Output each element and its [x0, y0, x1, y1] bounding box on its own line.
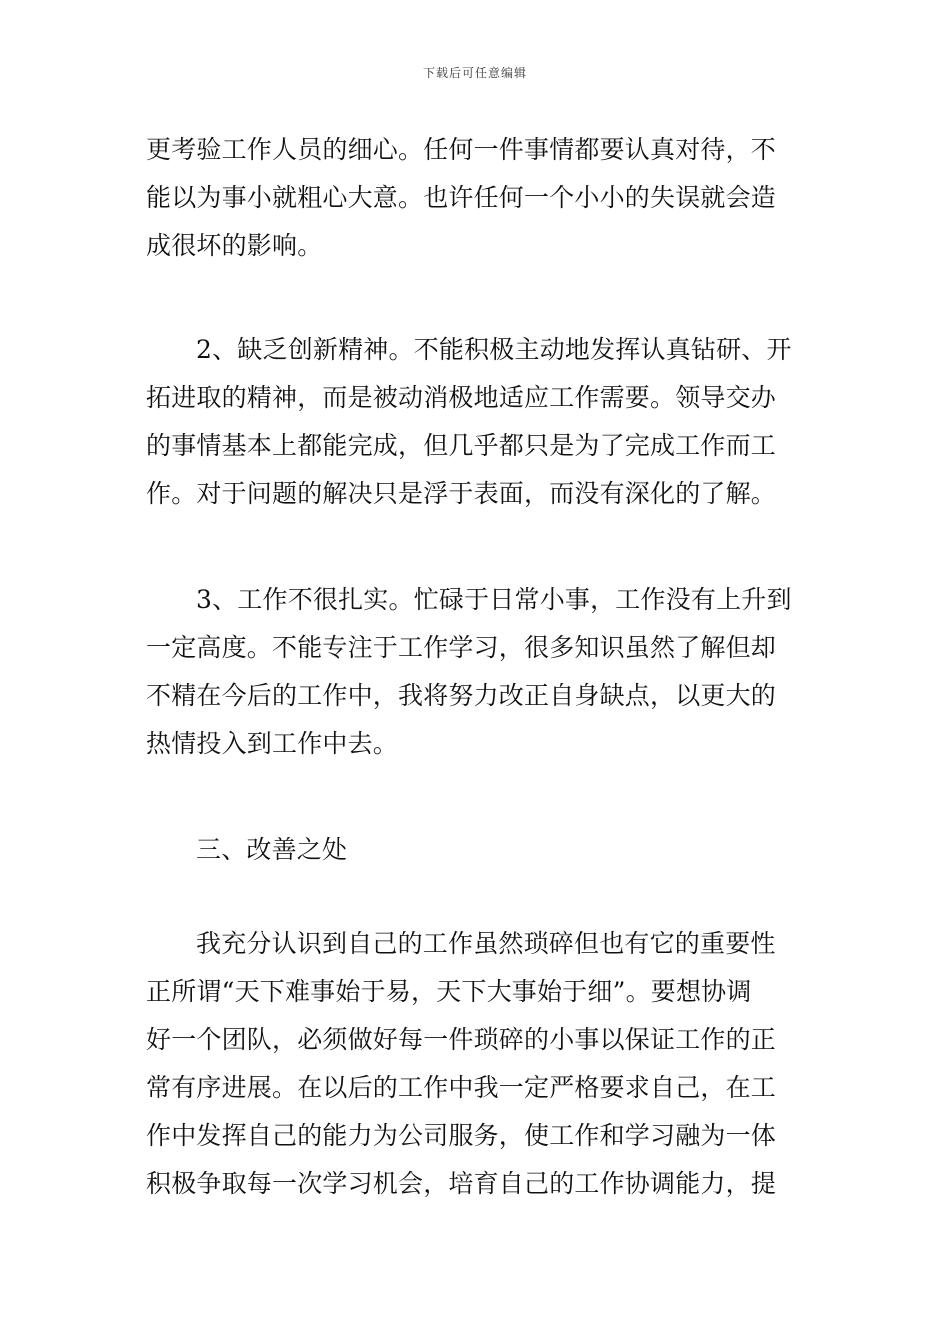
paragraph-item-2: [146, 326, 808, 518]
text-line: 常有序进展。在以后的工作中我一定严格要求自己，在工: [146, 1073, 777, 1102]
text-line: 热情投入到工作中去。: [146, 729, 399, 758]
section-heading: [146, 826, 808, 874]
text-line: 更考验工作人员的细心。任何一件事情都要认真对待，不: [146, 135, 777, 164]
heading-text: 三、改善之处: [196, 835, 348, 864]
paragraph-improvement: [146, 920, 808, 1208]
text-line: 不精在今后的工作中，我将努力改正自身缺点，以更大的: [146, 681, 777, 710]
text-line: 成很坏的影响。: [146, 231, 323, 260]
text-line: 作。对于问题的解决只是浮于表面，而没有深化的了解。: [146, 479, 777, 508]
paragraph-item-3: [146, 576, 808, 768]
page-header: 下载后可任意编辑: [422, 66, 527, 80]
paragraph-continuation: [146, 126, 808, 270]
text-line: 一定高度。不能专注于工作学习，很多知识虽然了解但却: [146, 633, 777, 662]
text-line: 我充分认识到自己的工作虽然琐碎但也有它的重要性: [196, 929, 776, 958]
text-line: 3、工作不很扎实。忙碌于日常小事，工作没有上升到: [196, 585, 792, 614]
text-line: 能以为事小就粗心大意。也许任何一个小小的失误就会造: [146, 183, 777, 212]
text-line: 拓进取的精神，而是被动消极地适应工作需要。领导交办: [146, 383, 777, 412]
text-line: 正所谓“天下难事始于易，天下大事始于细”。要想协调: [146, 977, 752, 1006]
text-line: 作中发挥自己的能力为公司服务，使工作和学习融为一体: [146, 1121, 777, 1150]
text-line: 2、缺乏创新精神。不能积极主动地发挥认真钻研、开: [196, 335, 792, 364]
text-line: 的事情基本上都能完成，但几乎都只是为了完成工作而工: [146, 431, 777, 460]
text-line: 好一个团队，必须做好每一件琐碎的小事以保证工作的正: [146, 1025, 777, 1054]
text-line: 积极争取每一次学习机会，培育自己的工作协调能力，提: [146, 1169, 777, 1198]
